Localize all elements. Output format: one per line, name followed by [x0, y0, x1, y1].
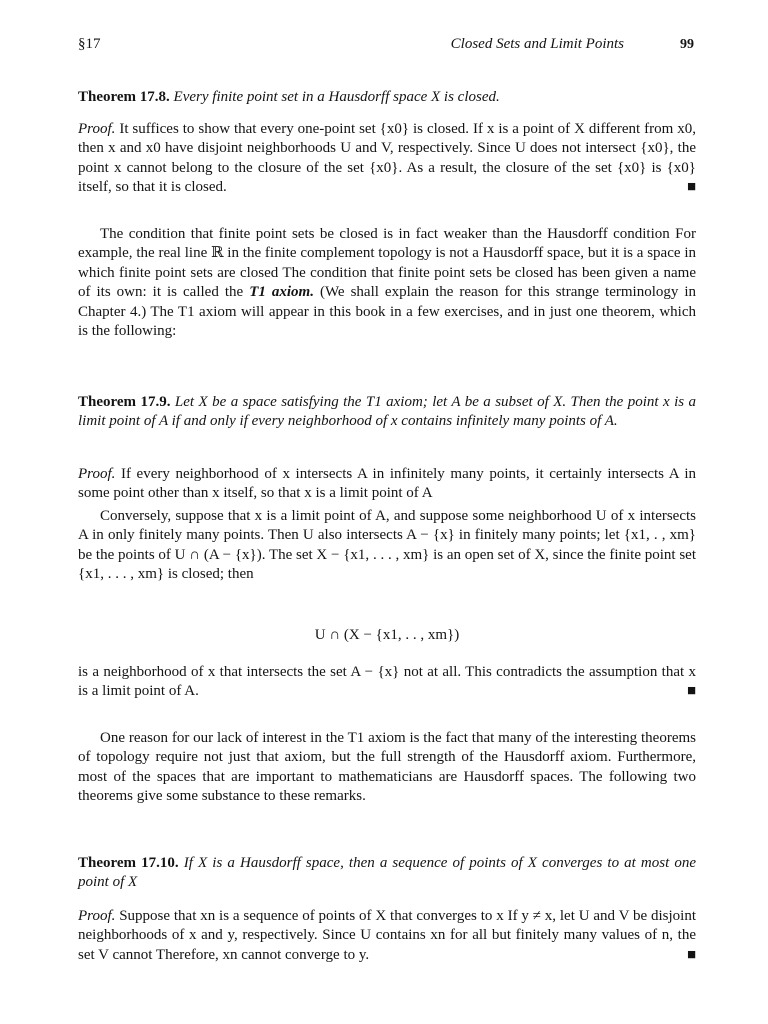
paragraph-reason: [78, 729, 696, 807]
proof-label: Proof.: [78, 908, 116, 924]
qed-mark: ■: [686, 946, 696, 963]
theorem-17-8: [78, 88, 696, 107]
paragraph-t1-axiom: [78, 225, 696, 341]
proof-17-9: [78, 465, 696, 504]
running-header: [78, 36, 696, 56]
paragraph-text-cont: (We shall explain the reason for this strange terminology in Chapter 4.) The T1 axiom will appear in this book in a few exercises, and in just one theorem, which is the following:: [78, 284, 697, 340]
theorem-statement: If X is a Hausdorff space, then a sequence of points of X converges to at most one point of X: [78, 855, 697, 891]
theorem-label: Theorem 17.10.: [78, 855, 179, 871]
proof-17-9-end: [78, 663, 696, 702]
theorem-label: Theorem 17.8.: [78, 89, 170, 105]
theorem-17-9: [78, 393, 696, 432]
proof-17-8: [78, 120, 696, 198]
theorem-statement: Every finite point set in a Hausdorff space X is closed.: [173, 89, 500, 105]
proof-text: It suffices to show that every one-point set {x0} is closed. If x is a point of X different from x0, then x and x0 have disjoint neighborhoods U and V, respectively. Since U does not intersect {x0}, the point x cannot belong to the closure of the set {x0}. As a result, the closure of the set {x0} is {x0} itself, so that it is closed.: [78, 121, 697, 196]
theorem-17-10: [78, 854, 696, 893]
theorem-statement: Let X be a space satisfying the T1 axiom; let A be a subset of X. Then the point x is a limit point of A if and only if every neighborhood of x contains infinitely many points of A.: [78, 394, 697, 430]
defined-term: T1 axiom.: [249, 284, 314, 301]
theorem-label: Theorem 17.9.: [78, 394, 171, 410]
qed-mark: ■: [686, 683, 696, 700]
book-page: [78, 0, 696, 1024]
proof-text: Conversely, suppose that x is a limit point of A, and suppose some neighborhood U of x intersects A in only finitely many points. Then U also intersects A − {x} in finitely many points; let {x1, . , xm} be the points of U ∩ (A − {x}). The set X − {x1, . . . , xm} is an open set of X, since the finite point set {x1, . . . , xm} is closed; then: [78, 508, 696, 583]
proof-17-10: [78, 907, 696, 965]
chapter-title: Closed Sets and Limit Points: [450, 36, 624, 52]
proof-label: Proof.: [78, 121, 116, 137]
page-number: 99: [680, 37, 694, 52]
proof-text: is a neighborhood of x that intersects the set A − {x} not at all. This contradicts the assumption that x is a limit point of A.: [78, 664, 696, 700]
proof-17-9-converse: [78, 507, 696, 585]
qed-mark: ■: [686, 179, 696, 196]
proof-text: Suppose that xn is a sequence of points of X that converges to x If y ≠ x, let U and V be disjoint neighborhoods of x and y, respectively. Since U contains xn for all but finitely many values of n, the set V cannot Therefore, xn cannot converge to y.: [78, 908, 697, 963]
paragraph-text: The condition that finite point sets be closed is in fact weaker than the Hausdorff condition For example, the real line ℝ in the finite complement topology is not a Hausdorff space, but it is a space in which finite point sets are closed The condition that finite point sets be closed has been given a name of its own: it is called the: [78, 226, 696, 301]
display-equation: U ∩ (X − {x1, . . , xm}): [314, 627, 460, 643]
proof-text: If every neighborhood of x intersects A in infinitely many points, it certainly intersects A in some point other than x itself, so that x is a limit point of A: [78, 466, 697, 502]
paragraph-text: One reason for our lack of interest in the T1 axiom is the fact that many of the interesting theorems of topology require not just that axiom, but the full strength of the Hausdorff axiom. Furthermore, most of the spaces that are important to mathematicians are Hausdorff spaces. The following two theorems give some substance to these remarks.: [78, 730, 696, 805]
section-number: §17: [78, 36, 101, 52]
proof-label: Proof.: [78, 466, 116, 482]
